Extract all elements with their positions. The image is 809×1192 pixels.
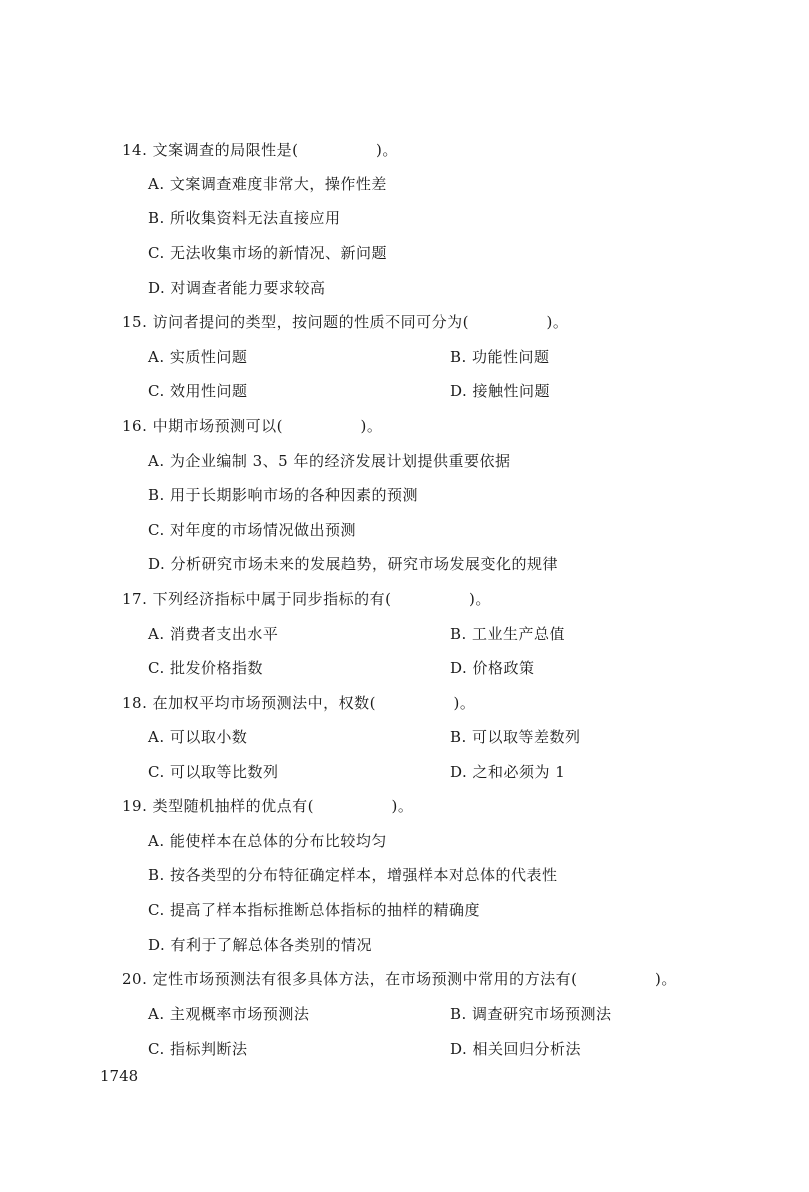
question-18-option-d: D. 之和必须为 1 bbox=[450, 763, 566, 781]
question-20-option-a: A. 主观概率市场预测法 bbox=[148, 1005, 310, 1023]
question-17-option-b: B. 工业生产总值 bbox=[450, 625, 566, 643]
question-18-stem: 18. 在加权平均市场预测法中，权数( )。 bbox=[122, 694, 476, 712]
question-15-option-b: B. 功能性问题 bbox=[450, 348, 550, 366]
question-20-option-d: D. 相关回归分析法 bbox=[450, 1040, 582, 1058]
question-15-stem: 15. 访问者提问的类型，按问题的性质不同可分为( )。 bbox=[122, 313, 569, 331]
question-19-stem: 19. 类型随机抽样的优点有( )。 bbox=[122, 797, 414, 815]
question-16-option-b: B. 用于长期影响市场的各种因素的预测 bbox=[148, 486, 419, 504]
question-16-option-a: A. 为企业编制 3、5 年的经济发展计划提供重要依据 bbox=[148, 452, 511, 470]
question-14-option-d: D. 对调查者能力要求较高 bbox=[148, 279, 326, 297]
question-16-option-c: C. 对年度的市场情况做出预测 bbox=[148, 521, 356, 539]
question-17-stem: 17. 下列经济指标中属于同步指标的有( )。 bbox=[122, 590, 491, 608]
question-15-option-d: D. 接触性问题 bbox=[450, 382, 551, 400]
question-20-option-b: B. 调查研究市场预测法 bbox=[450, 1005, 612, 1023]
question-16-option-d: D. 分析研究市场未来的发展趋势，研究市场发展变化的规律 bbox=[148, 555, 559, 573]
question-14-option-a: A. 文案调查难度非常大，操作性差 bbox=[148, 175, 387, 193]
question-17-option-d: D. 价格政策 bbox=[450, 659, 535, 677]
question-18-option-b: B. 可以取等差数列 bbox=[450, 728, 581, 746]
question-17-option-a: A. 消费者支出水平 bbox=[148, 625, 279, 643]
question-14-option-c: C. 无法收集市场的新情况、新问题 bbox=[148, 244, 387, 262]
question-19-option-d: D. 有利于了解总体各类别的情况 bbox=[148, 936, 373, 954]
question-20-option-c: C. 指标判断法 bbox=[148, 1040, 248, 1058]
question-17-option-c: C. 批发价格指数 bbox=[148, 659, 263, 677]
question-16-stem: 16. 中期市场预测可以( )。 bbox=[122, 417, 383, 435]
question-19-option-b: B. 按各类型的分布特征确定样本，增强样本对总体的代表性 bbox=[148, 866, 558, 884]
question-19-option-a: A. 能使样本在总体的分布比较均匀 bbox=[148, 832, 387, 850]
page-number: 1748 bbox=[100, 1067, 139, 1085]
question-19-option-c: C. 提高了样本指标推断总体指标的抽样的精确度 bbox=[148, 901, 480, 919]
question-14-option-b: B. 所收集资料无法直接应用 bbox=[148, 209, 341, 227]
question-15-option-c: C. 效用性问题 bbox=[148, 382, 248, 400]
question-18-option-c: C. 可以取等比数列 bbox=[148, 763, 279, 781]
question-15-option-a: A. 实质性问题 bbox=[148, 348, 248, 366]
question-20-stem: 20. 定性市场预测法有很多具体方法，在市场预测中常用的方法有( )。 bbox=[122, 970, 677, 988]
question-14-stem: 14. 文案调查的局限性是( )。 bbox=[122, 141, 398, 159]
question-18-option-a: A. 可以取小数 bbox=[148, 728, 248, 746]
